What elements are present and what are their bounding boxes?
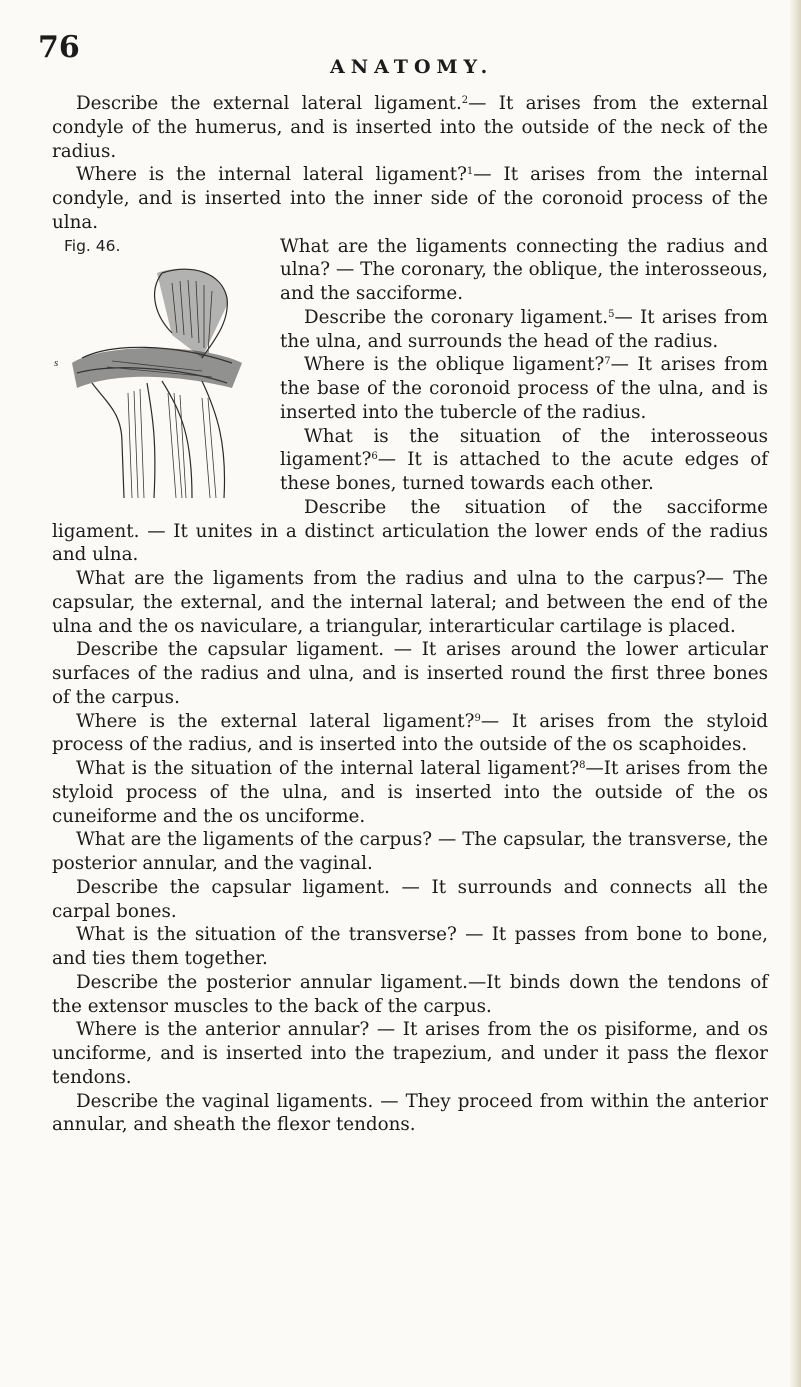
svg-text:s: s	[54, 356, 59, 369]
paragraph	[52, 638, 768, 709]
radius-ulna-ligaments-engraving-icon	[52, 263, 262, 503]
answer: — It passes from bone to bone, and ties them together.	[52, 924, 768, 969]
answer: — It is attached to the acute edges of these bones, turned towards each other.	[280, 449, 768, 494]
question: Where is the oblique ligament?	[304, 354, 605, 376]
paragraph	[52, 923, 768, 971]
paragraph	[52, 496, 768, 567]
answer: — The coronary, the oblique, the interosseous, and the sacciforme.	[280, 259, 768, 304]
figure-reference: 2	[461, 95, 469, 106]
paragraph	[52, 1018, 768, 1089]
question: What is the situation of the internal lateral ligament?	[76, 758, 580, 779]
paragraph	[52, 710, 768, 758]
answer: — It arises from the styloid process of the radius, and is inserted into the outside of the os scaphoides.	[52, 710, 769, 756]
question: Describe the capsular ligament.	[76, 876, 390, 898]
paragraph	[52, 828, 768, 876]
answer: — It unites in a distinct articulation the lower ends of the radius and ulna.	[52, 520, 768, 566]
answer: — They proceed from within the anterior annular, and sheath the flexor tendons.	[52, 1090, 768, 1136]
figure-reference: 5	[608, 308, 615, 320]
figure-reference: 9	[474, 712, 481, 724]
answer: —It binds down the tendons of the extensor muscles to the back of the carpus.	[52, 971, 768, 1017]
answer: — It arises around the lower articular surfaces of the radius and ulna, and is inserted round the first three bones of the carpus.	[52, 639, 768, 708]
page-number: 76	[38, 30, 80, 65]
running-head: ANATOMY.	[330, 56, 494, 78]
paragraph	[52, 163, 768, 234]
question: Describe the posterior annular ligament.	[76, 971, 468, 993]
paragraph	[52, 92, 768, 163]
answer: — It arises from the internal condyle, and is inserted into the inner side of the coronoid process of the ulna.	[52, 164, 768, 233]
answer: — It arises from the os pisiforme, and os unciforme, and is inserted into the trapezium, and under it pass the flexor tendons.	[52, 1019, 768, 1088]
question: Describe the situation of the sacciforme ligament.	[52, 496, 768, 542]
paragraph	[52, 971, 768, 1019]
figure-reference: 7	[604, 356, 611, 368]
figure-46	[52, 235, 270, 505]
question: What are the ligaments of the carpus?	[76, 829, 433, 851]
paragraph	[52, 757, 768, 828]
answer: —It arises from the styloid process of the ulna, and is inserted into the outside of the os cuneiforme and the os unciforme.	[52, 758, 768, 827]
question: Describe the vaginal ligaments.	[76, 1090, 374, 1112]
answer: — The capsular, the external, and the internal lateral; and between the end of the ulna and the os naviculare, a triangular, interarticular cartilage is placed.	[52, 568, 768, 637]
figure-label: Fig. 46.	[64, 236, 121, 255]
figure-reference: 6	[371, 451, 378, 463]
question: What are the ligaments from the radius and ulna to the carpus?	[76, 568, 706, 589]
answer: — It surrounds and connects all the carpal bones.	[52, 876, 768, 922]
question: Describe the capsular ligament.	[76, 639, 385, 661]
question: Describe the coronary ligament.	[304, 306, 609, 328]
question: Where is the internal lateral ligament?	[76, 164, 467, 186]
question: What is the situation of the interosseous ligament?	[280, 425, 768, 471]
paragraph	[52, 876, 768, 924]
question: Describe the external lateral ligament.	[76, 93, 462, 114]
paragraph	[52, 1090, 768, 1138]
question: Where is the anterior annular?	[76, 1019, 370, 1041]
question: What is the situation of the transverse?	[76, 924, 457, 946]
answer: — It arises from the ulna, and surrounds the head of the radius.	[280, 306, 769, 352]
question: Where is the external lateral ligament?	[76, 710, 475, 732]
figure-reference: 1	[466, 166, 474, 178]
page-edge-shadow	[789, 0, 801, 1387]
figure-reference: 8	[579, 760, 586, 771]
answer: — The capsular, the transverse, the posterior annular, and the vaginal.	[52, 829, 768, 874]
question: What are the ligaments connecting the radius and ulna?	[280, 235, 768, 281]
answer: — It arises from the external condyle of the humerus, and is inserted into the outside of the neck of the radius.	[52, 93, 769, 162]
paragraph	[52, 567, 768, 638]
answer: — It arises from the base of the coronoid process of the ulna, and is inserted into the tubercle of the radius.	[280, 354, 768, 423]
body-text	[52, 92, 768, 1137]
